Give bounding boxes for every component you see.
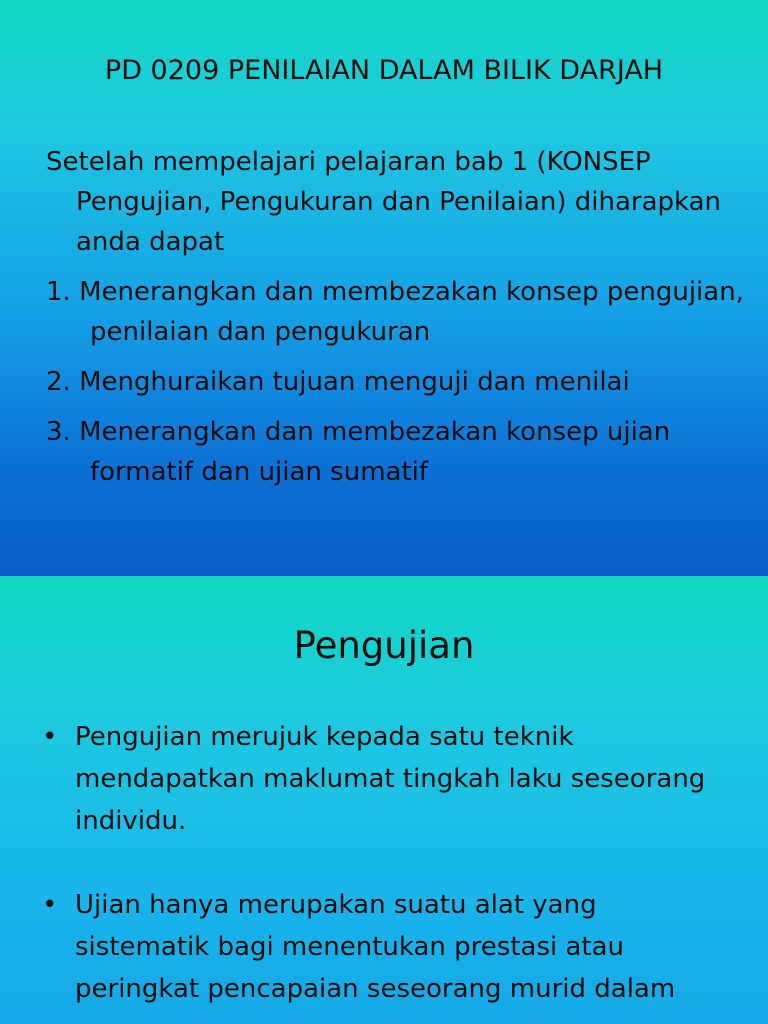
slide-1-body	[46, 142, 746, 492]
bullet-item-1	[42, 716, 732, 842]
slide-2-title: Pengujian	[293, 624, 475, 667]
bullet-text-1: Pengujian merujuk kepada satu teknik mendapatkan maklumat tingkah laku seseorang individu.	[75, 722, 706, 836]
intro-paragraph: Setelah mempelajari pelajaran bab 1 (KONSEP Pengujian, Pengukuran dan Penilaian) diharapkan anda dapat	[46, 147, 722, 257]
bullet-text-2: Ujian hanya merupakan suatu alat yang sistematik bagi menentukan prestasi atau peringkat pencapaian seseorang murid dalam	[75, 890, 676, 1004]
bullet-dot-icon: •	[42, 722, 58, 752]
bullet-item-2	[42, 884, 732, 1010]
bullet-dot-icon: •	[42, 890, 58, 920]
objective-item-3: 3. Menerangkan dan membezakan konsep ujian formatif dan ujian sumatif	[46, 417, 671, 487]
slide-1-title: PD 0209 PENILAIAN DALAM BILIK DARJAH	[104, 55, 664, 86]
bullet-list	[42, 716, 732, 1010]
objective-item-1: 1. Menerangkan dan membezakan konsep pengujian, penilaian dan pengukuran	[46, 277, 744, 347]
objective-item-2: 2. Menghuraikan tujuan menguji dan menilai	[46, 367, 630, 397]
slide-2	[0, 576, 768, 1024]
